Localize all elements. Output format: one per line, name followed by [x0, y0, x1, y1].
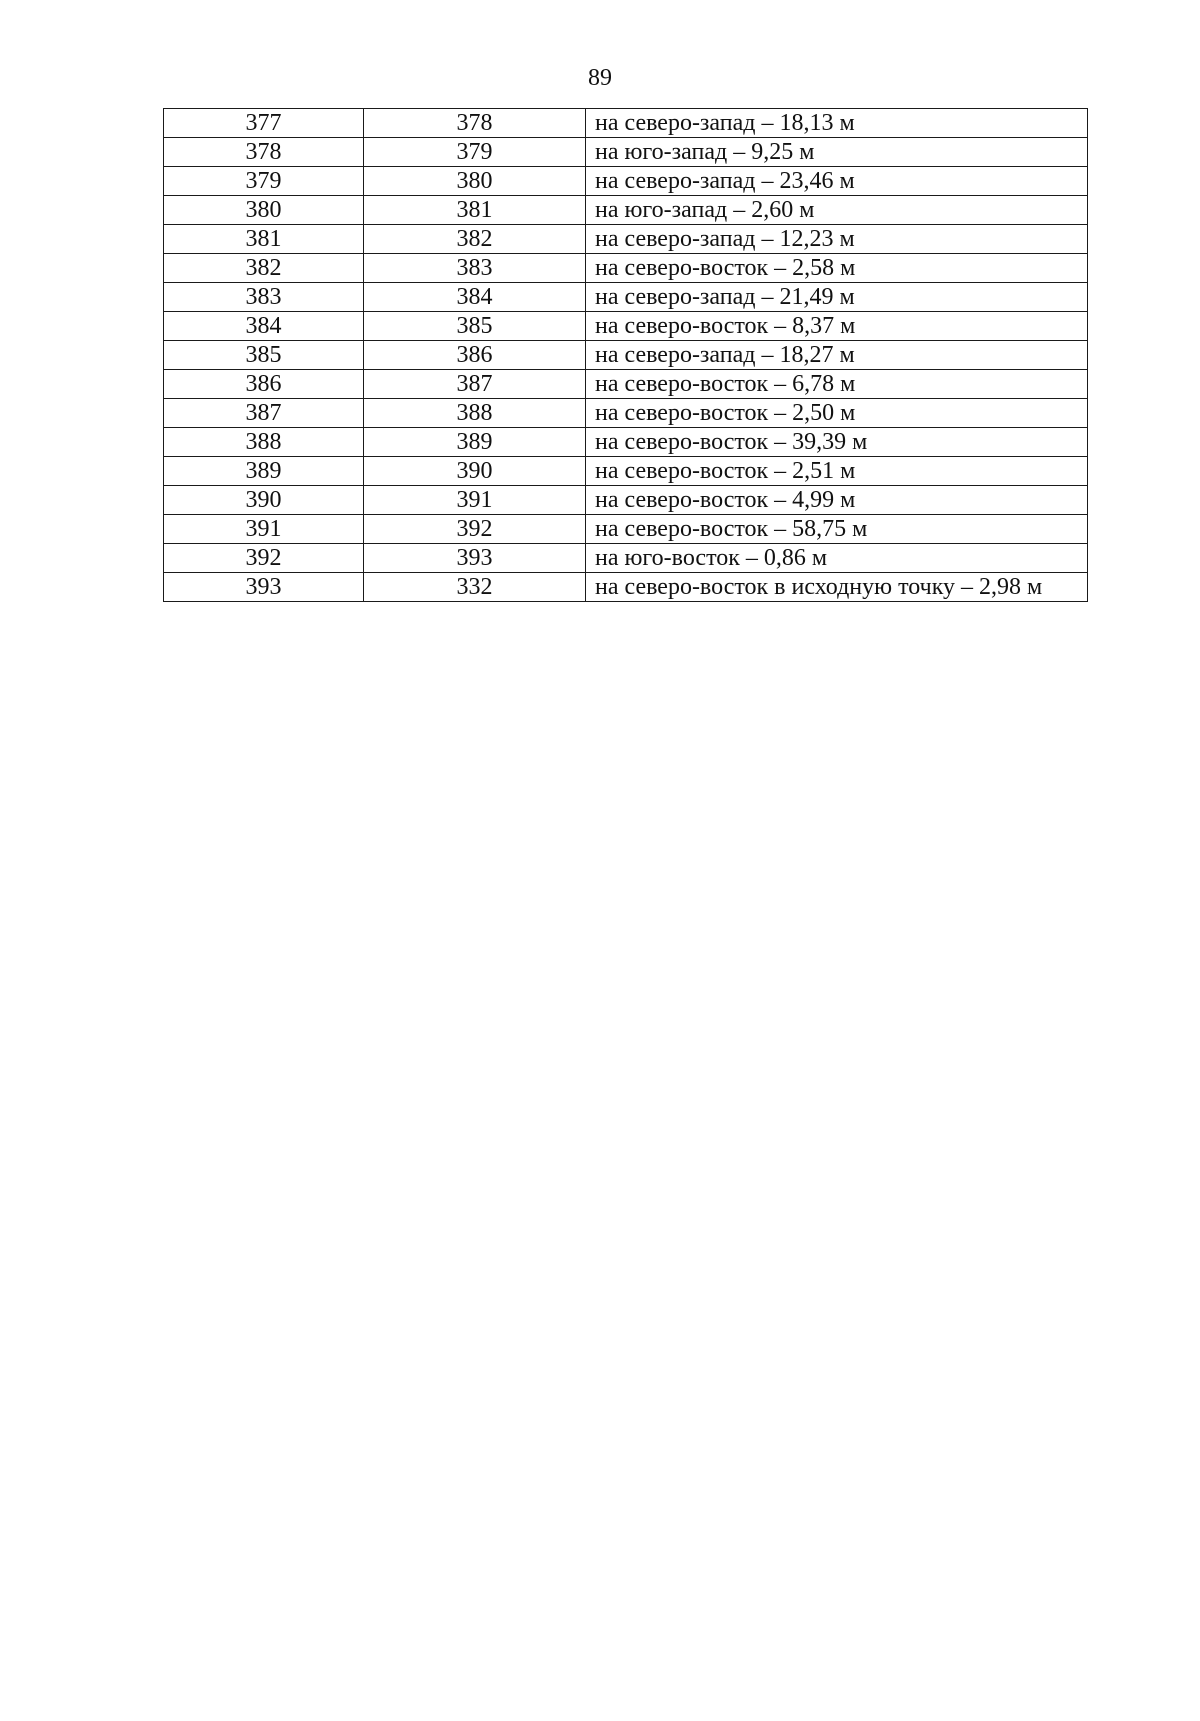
- direction-cell: на юго-восток – 0,86 м: [586, 544, 1088, 573]
- direction-cell: на северо-восток – 2,58 м: [586, 254, 1088, 283]
- table-row: [164, 109, 1088, 138]
- table-row: [164, 167, 1088, 196]
- to-point-cell: 388: [364, 399, 586, 428]
- table-row: [164, 515, 1088, 544]
- table-row: [164, 573, 1088, 602]
- to-point-cell: 378: [364, 109, 586, 138]
- direction-cell: на северо-запад – 18,27 м: [586, 341, 1088, 370]
- from-point-cell: 387: [164, 399, 364, 428]
- table-row: [164, 428, 1088, 457]
- to-point-cell: 332: [364, 573, 586, 602]
- direction-cell: на северо-запад – 18,13 м: [586, 109, 1088, 138]
- from-point-cell: 383: [164, 283, 364, 312]
- to-point-cell: 380: [364, 167, 586, 196]
- table-row: [164, 486, 1088, 515]
- from-point-cell: 377: [164, 109, 364, 138]
- to-point-cell: 381: [364, 196, 586, 225]
- table-row: [164, 283, 1088, 312]
- to-point-cell: 392: [364, 515, 586, 544]
- from-point-cell: 378: [164, 138, 364, 167]
- direction-cell: на юго-запад – 9,25 м: [586, 138, 1088, 167]
- table-row: [164, 196, 1088, 225]
- direction-cell: на северо-восток – 58,75 м: [586, 515, 1088, 544]
- direction-cell: на северо-восток – 2,51 м: [586, 457, 1088, 486]
- to-point-cell: 385: [364, 312, 586, 341]
- direction-cell: на северо-восток – 6,78 м: [586, 370, 1088, 399]
- table-row: [164, 138, 1088, 167]
- to-point-cell: 382: [364, 225, 586, 254]
- table-row: [164, 370, 1088, 399]
- from-point-cell: 391: [164, 515, 364, 544]
- direction-cell: на северо-запад – 23,46 м: [586, 167, 1088, 196]
- direction-cell: на северо-восток – 8,37 м: [586, 312, 1088, 341]
- from-point-cell: 384: [164, 312, 364, 341]
- table-row: [164, 254, 1088, 283]
- from-point-cell: 382: [164, 254, 364, 283]
- from-point-cell: 386: [164, 370, 364, 399]
- to-point-cell: 386: [364, 341, 586, 370]
- to-point-cell: 383: [364, 254, 586, 283]
- to-point-cell: 390: [364, 457, 586, 486]
- page-number: 89: [588, 65, 612, 91]
- to-point-cell: 393: [364, 544, 586, 573]
- to-point-cell: 384: [364, 283, 586, 312]
- boundary-table: [163, 108, 1088, 602]
- table-row: [164, 399, 1088, 428]
- table-row: [164, 225, 1088, 254]
- from-point-cell: 379: [164, 167, 364, 196]
- direction-cell: на северо-запад – 12,23 м: [586, 225, 1088, 254]
- from-point-cell: 380: [164, 196, 364, 225]
- from-point-cell: 389: [164, 457, 364, 486]
- direction-cell: на северо-восток в исходную точку – 2,98 м: [586, 573, 1088, 602]
- from-point-cell: 392: [164, 544, 364, 573]
- to-point-cell: 389: [364, 428, 586, 457]
- table-row: [164, 544, 1088, 573]
- table-body: [164, 109, 1088, 602]
- direction-cell: на юго-запад – 2,60 м: [586, 196, 1088, 225]
- from-point-cell: 393: [164, 573, 364, 602]
- to-point-cell: 387: [364, 370, 586, 399]
- from-point-cell: 388: [164, 428, 364, 457]
- from-point-cell: 390: [164, 486, 364, 515]
- direction-cell: на северо-восток – 2,50 м: [586, 399, 1088, 428]
- table-row: [164, 312, 1088, 341]
- table-row: [164, 341, 1088, 370]
- to-point-cell: 379: [364, 138, 586, 167]
- to-point-cell: 391: [364, 486, 586, 515]
- direction-cell: на северо-восток – 39,39 м: [586, 428, 1088, 457]
- direction-cell: на северо-запад – 21,49 м: [586, 283, 1088, 312]
- from-point-cell: 385: [164, 341, 364, 370]
- table-row: [164, 457, 1088, 486]
- direction-cell: на северо-восток – 4,99 м: [586, 486, 1088, 515]
- from-point-cell: 381: [164, 225, 364, 254]
